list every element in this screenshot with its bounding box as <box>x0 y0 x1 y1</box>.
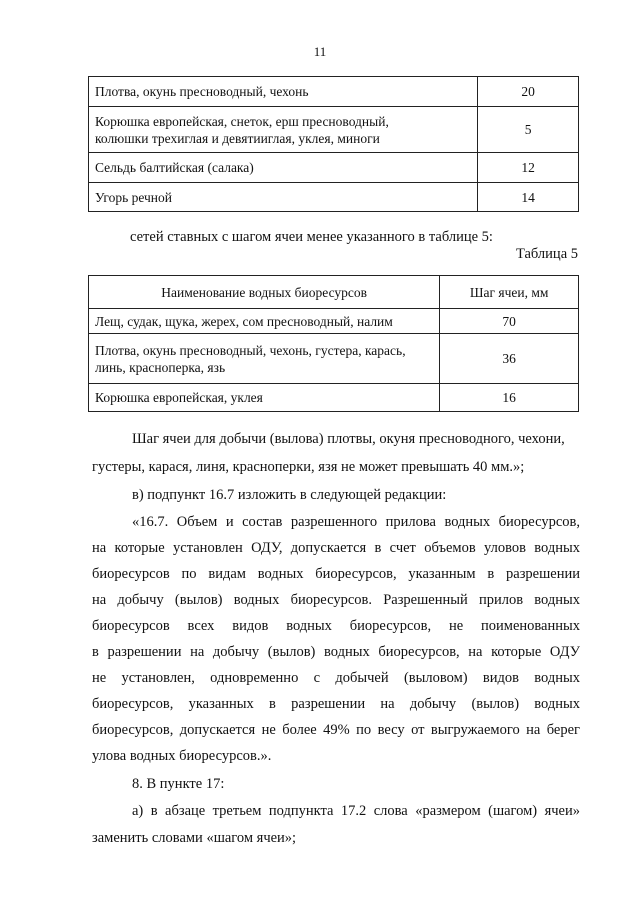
table-cell-value: 16 <box>440 384 579 412</box>
table-row <box>89 107 579 153</box>
paragraph-line: биоресурсов всех видов водных биоресурсов, не поименованных <box>92 618 580 634</box>
table-row <box>89 384 579 412</box>
table-cell-value: 12 <box>478 153 579 183</box>
table-row <box>89 183 579 212</box>
paragraph-line: биоресурсов, допускается не более 49% по весу от выгружаемого на берег <box>92 722 580 738</box>
table-cell-value: 5 <box>478 107 579 153</box>
table-cell-name: Сельдь балтийская (салака) <box>89 153 478 183</box>
header-name: Наименование водных биоресурсов <box>89 276 440 309</box>
table-cell-name: Плотва, окунь пресноводный, чехонь <box>89 77 478 107</box>
table-cell-name <box>89 107 478 153</box>
cell-line: линь, красноперка, язь <box>95 359 226 375</box>
paragraph-line: улова водных биоресурсов.». <box>92 748 272 764</box>
paragraph-line: на которые установлен ОДУ, допускается в счет объемов уловов водных <box>92 540 580 556</box>
table-row <box>89 77 579 107</box>
table-cell-name: Угорь речной <box>89 183 478 212</box>
paragraph-line: в разрешении на добычу (вылов) водных биоресурсов, на которые ОДУ <box>92 644 580 660</box>
paragraph-line: Шаг ячеи для добычи (вылова) плотвы, окуня пресноводного, чехони, <box>132 431 565 447</box>
intro-line: сетей ставных с шагом ячеи менее указанного в таблице 5: <box>130 229 493 245</box>
paragraph-line: в) подпункт 16.7 изложить в следующей редакции: <box>132 487 447 503</box>
table-row <box>89 309 579 334</box>
cell-line: колюшки трехиглая и девятииглая, уклея, миноги <box>95 130 380 146</box>
paragraph-line: а) в абзаце третьем подпункта 17.2 слова «размером (шагом) ячеи» <box>132 803 580 819</box>
cell-line: Плотва, окунь пресноводный, чехонь, густера, карась, <box>95 342 406 358</box>
table-row <box>89 153 579 183</box>
table-cell-value: 14 <box>478 183 579 212</box>
table-cell-value: 20 <box>478 77 579 107</box>
paragraph-line: заменить словами «шагом ячеи»; <box>92 830 297 846</box>
header-mesh: Шаг ячеи, мм <box>440 276 579 309</box>
paragraph-line: 8. В пункте 17: <box>132 776 225 792</box>
paragraph-line: на добычу (вылов) водных биоресурсов. Разрешенный прилов водных <box>92 592 580 608</box>
table-cell-name <box>89 334 440 384</box>
page-number: 11 <box>313 44 327 59</box>
table-caption: Таблица 5 <box>515 246 578 262</box>
paragraph-line: биоресурсов по видам водных биоресурсов, указанным в разрешении <box>92 566 580 582</box>
paragraph-line: биоресурсов, указанных в разрешении на добычу (вылов) водных <box>92 696 580 712</box>
cell-line: Корюшка европейская, снеток, ерш пресноводный, <box>95 113 389 129</box>
table-cell-name: Лещ, судак, щука, жерех, сом пресноводный, налим <box>89 309 440 334</box>
table-row <box>89 334 579 384</box>
fish-table-1 <box>88 76 579 212</box>
paragraph-line: «16.7. Объем и состав разрешенного прилова водных биоресурсов, <box>132 514 580 530</box>
fish-table-2 <box>88 275 579 412</box>
table-header-row <box>89 276 579 309</box>
table-cell-value: 70 <box>440 309 579 334</box>
paragraph-line: не установлен, одновременно с добычей (выловом) видов водных <box>92 670 580 686</box>
table-cell-value: 36 <box>440 334 579 384</box>
table-cell-name: Корюшка европейская, уклея <box>89 384 440 412</box>
paragraph-line: густеры, карася, линя, красноперки, язя не может превышать 40 мм.»; <box>92 459 525 475</box>
